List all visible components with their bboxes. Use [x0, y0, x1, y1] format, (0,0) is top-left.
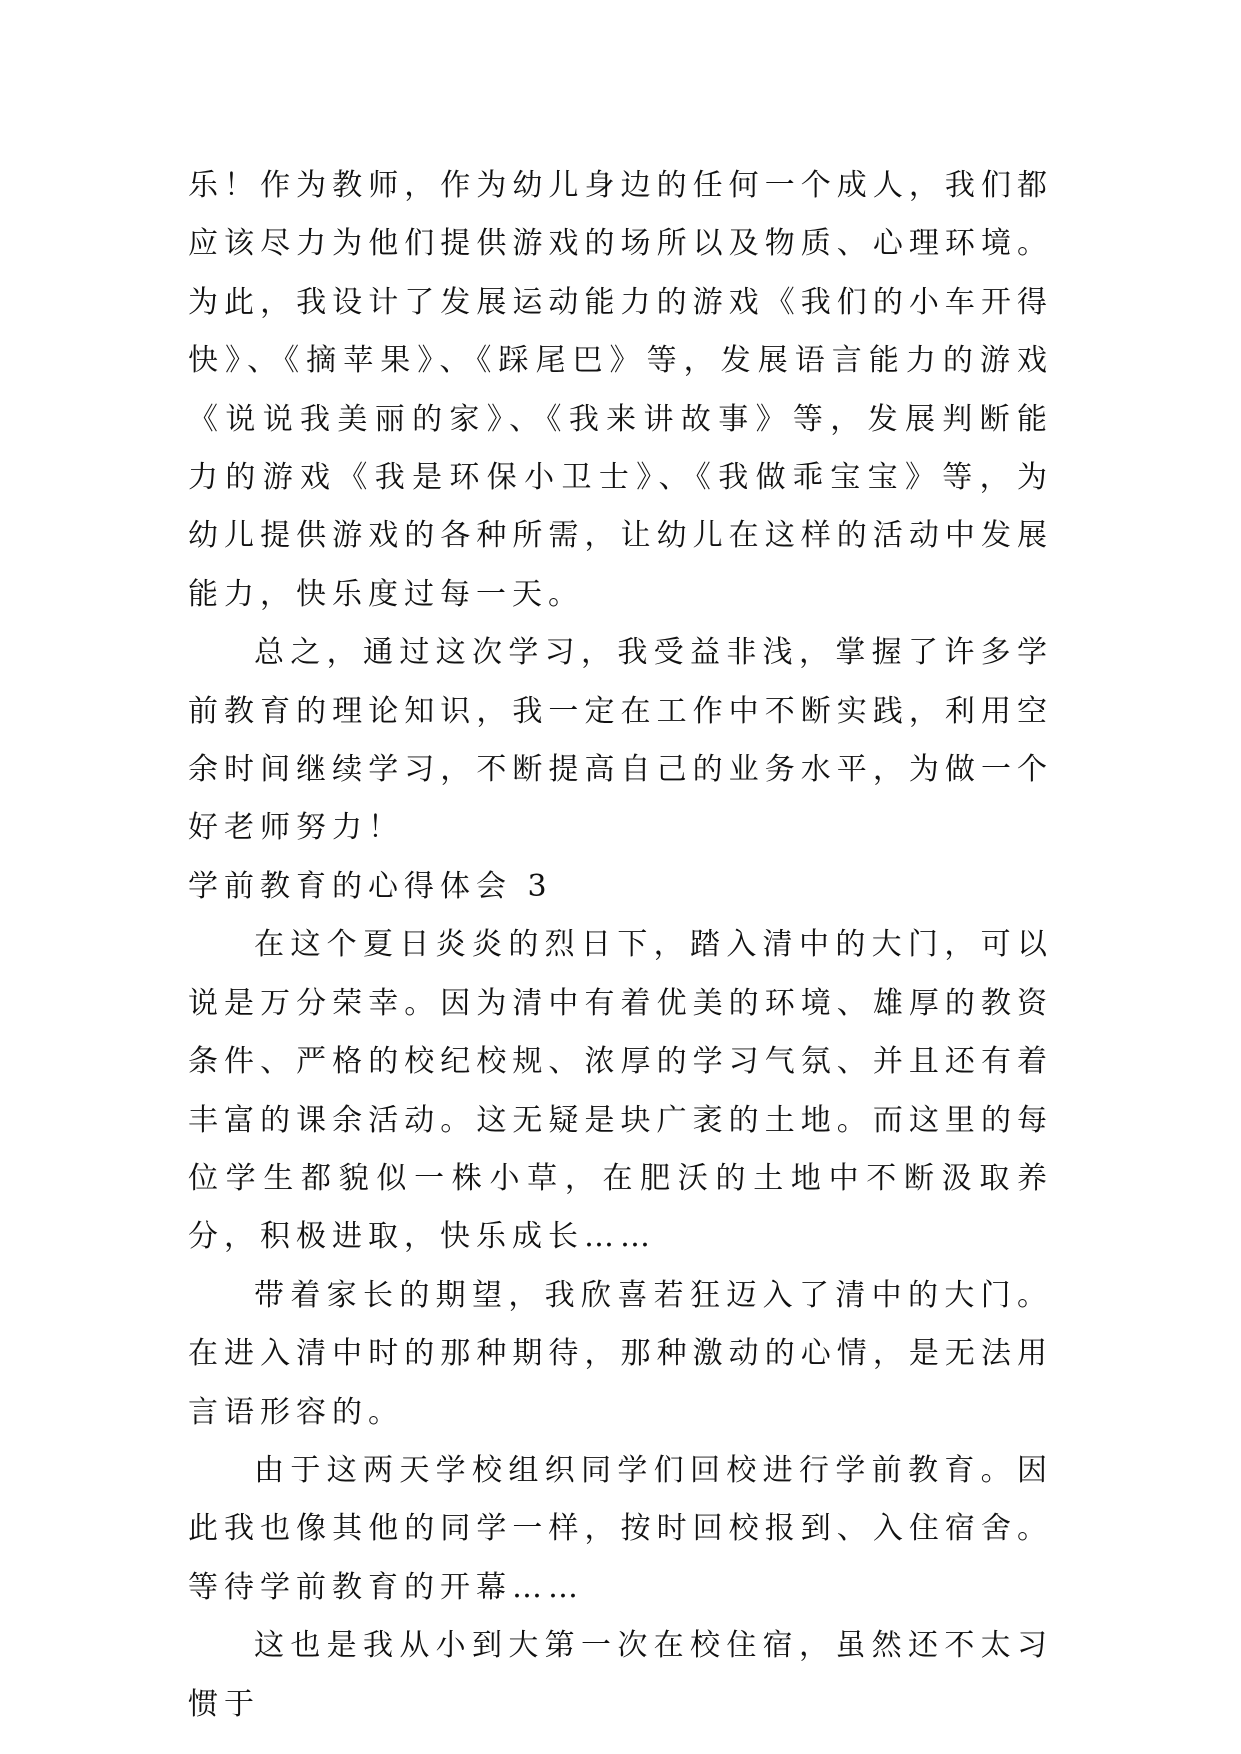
- paragraph-dorm: 这也是我从小到大第一次在校住宿，虽然还不太习惯于: [188, 1628, 1053, 1722]
- paragraph-orientation: 由于这两天学校组织同学们回校进行学前教育。因此我也像其他的同学一样，按时回校报到、入住宿舍。等待学前教育的开幕……: [188, 1452, 1053, 1605]
- paragraph-intro: 在这个夏日炎炎的烈日下，踏入清中的大门，可以说是万分荣幸。因为清中有着优美的环境、雄厚的教资条件、严格的校纪校规、浓厚的学习气氛、并且还有着丰富的课余活动。这无疑是块广袤的土地。而这里的每位学生都貌似一株小草，在肥沃的土地中不断汲取养分，积极进取，快乐成长……: [188, 927, 1053, 1255]
- section-heading: 学前教育的心得体会 3: [188, 868, 553, 904]
- paragraph-continued: 乐！作为教师，作为幼儿身边的任何一个成人，我们都应该尽力为他们提供游戏的场所以及物质、心理环境。为此，我设计了发展运动能力的游戏《我们的小车开得快》、《摘苹果》、《踩尾巴》等，发展语言能力的游戏《说说我美丽的家》、《我来讲故事》等，发展判断能力的游戏《我是环保小卫士》、《我做乖宝宝》等，为幼儿提供游戏的各种所需，让幼儿在这样的活动中发展能力，快乐度过每一天。: [188, 168, 1053, 612]
- paragraph-expectation: 带着家长的期望，我欣喜若狂迈入了清中的大门。在进入清中时的那种期待，那种激动的心情，是无法用言语形容的。: [188, 1277, 1053, 1430]
- paragraph-conclusion: 总之，通过这次学习，我受益非浅，掌握了许多学前教育的理论知识，我一定在工作中不断实践，利用空余时间继续学习，不断提高自己的业务水平，为做一个好老师努力！: [188, 635, 1053, 846]
- document-body: [188, 157, 1053, 1734]
